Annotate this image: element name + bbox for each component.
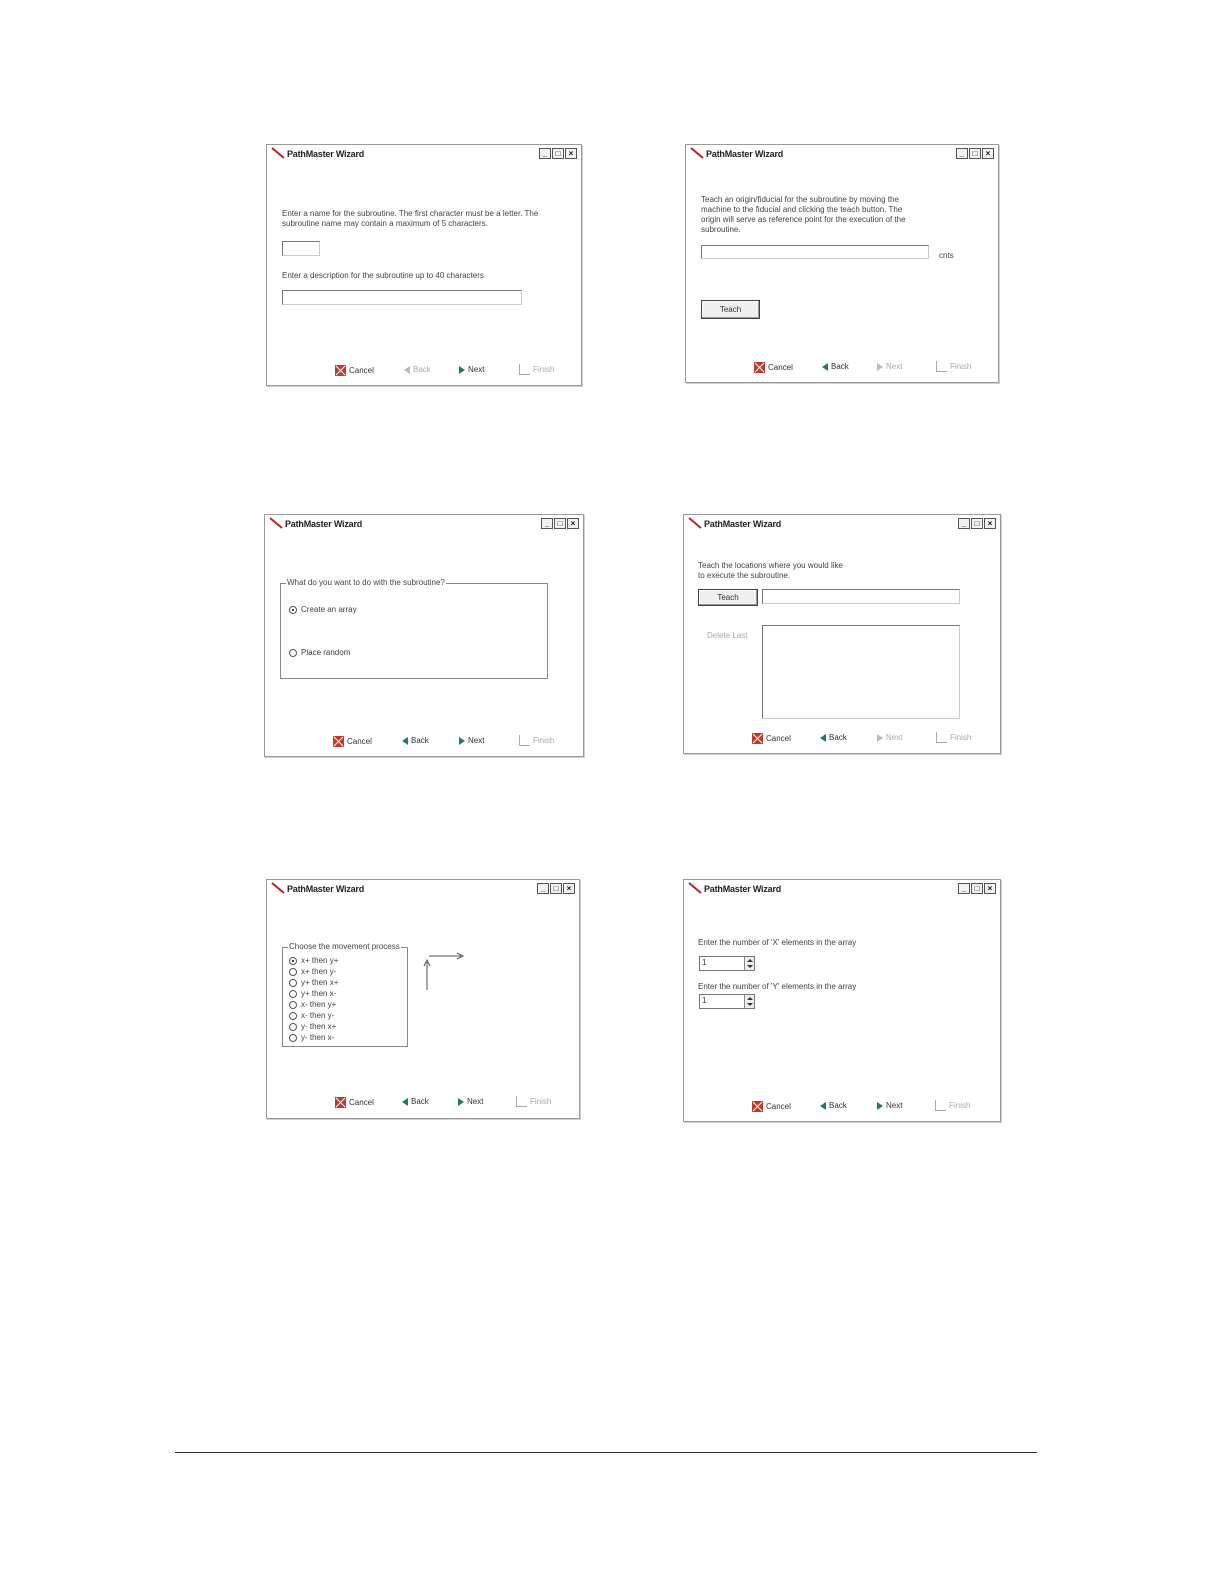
pen-icon	[271, 147, 285, 159]
back-label: Back	[411, 1097, 429, 1106]
finish-label: Finish	[950, 733, 972, 742]
cancel-label: Cancel	[768, 363, 793, 372]
window-title: PathMaster Wizard	[704, 884, 782, 894]
back-arrow-icon	[402, 737, 408, 745]
close-button[interactable]: ×	[984, 518, 996, 529]
next-arrow-icon	[459, 366, 465, 374]
movement-radio[interactable]	[289, 957, 297, 965]
create-array-label[interactable]: Create an array	[301, 605, 357, 614]
next-button[interactable]	[877, 733, 902, 742]
finish-button[interactable]	[936, 361, 971, 372]
finish-icon	[935, 1100, 946, 1111]
minimize-button[interactable]: _	[958, 518, 970, 529]
next-button[interactable]	[459, 736, 484, 745]
close-button[interactable]: ×	[984, 883, 996, 894]
minimize-button[interactable]: _	[958, 883, 970, 894]
next-arrow-icon	[877, 734, 883, 742]
next-button[interactable]	[877, 362, 902, 371]
close-button[interactable]: ×	[567, 518, 579, 529]
movement-process-group	[282, 942, 408, 1047]
movement-option-label[interactable]: x+ then y+	[301, 956, 339, 965]
back-label: Back	[831, 362, 849, 371]
window-title: PathMaster Wizard	[704, 519, 782, 529]
movement-radio[interactable]	[289, 1023, 297, 1031]
next-label: Next	[467, 1097, 484, 1106]
close-button[interactable]: ×	[982, 148, 994, 159]
minimize-button[interactable]: _	[541, 518, 553, 529]
spin-arrows-icon[interactable]	[744, 995, 754, 1008]
description-input[interactable]	[282, 290, 522, 305]
back-button[interactable]	[402, 1097, 429, 1106]
back-label: Back	[829, 1101, 847, 1110]
movement-option-label[interactable]: x- then y+	[301, 1000, 337, 1009]
title-bar[interactable]	[684, 880, 1000, 898]
pen-icon	[688, 517, 702, 529]
cancel-icon	[752, 1101, 763, 1112]
back-label: Back	[829, 733, 847, 742]
cancel-label: Cancel	[347, 737, 372, 746]
next-arrow-icon	[458, 1098, 464, 1106]
locations-instruction: Teach the locations where you would like to execute the subroutine.	[698, 561, 843, 580]
teach-button[interactable]: Teach	[701, 300, 760, 319]
subroutine-name-input[interactable]	[282, 241, 320, 256]
cancel-icon	[335, 1097, 346, 1108]
spin-arrows-icon[interactable]	[744, 957, 754, 970]
delete-last-button[interactable]: Delete Last	[707, 631, 748, 640]
y-elements-label: Enter the number of 'Y' elements in the array	[698, 982, 857, 991]
next-label: Next	[468, 365, 485, 374]
movement-option-label[interactable]: y- then x-	[301, 1033, 335, 1042]
finish-label: Finish	[949, 1101, 971, 1110]
window-title: PathMaster Wizard	[287, 884, 365, 894]
next-button[interactable]	[877, 1101, 902, 1110]
x-elements-label: Enter the number of 'X' elements in the array	[698, 938, 857, 947]
finish-label: Finish	[533, 365, 555, 374]
group-label: Choose the movement process	[289, 942, 400, 951]
next-button[interactable]	[458, 1097, 483, 1106]
window-title: PathMaster Wizard	[287, 149, 365, 159]
movement-option-label[interactable]: x+ then y-	[301, 967, 337, 976]
movement-radio[interactable]	[289, 968, 297, 976]
y-elements-stepper[interactable]	[699, 994, 755, 1009]
locations-list[interactable]	[762, 625, 960, 719]
x-elements-value: 1	[702, 958, 707, 967]
teach-button[interactable]: Teach	[698, 589, 758, 606]
title-bar[interactable]	[265, 515, 583, 533]
x-elements-stepper[interactable]	[699, 956, 755, 971]
movement-radio[interactable]	[289, 1012, 297, 1020]
window-title: PathMaster Wizard	[706, 149, 784, 159]
wizard-window-name	[266, 144, 582, 386]
window-title: PathMaster Wizard	[285, 519, 363, 529]
place-random-label[interactable]: Place random	[301, 648, 351, 657]
back-button[interactable]	[820, 733, 847, 742]
cancel-icon	[752, 733, 763, 744]
next-label: Next	[886, 733, 903, 742]
movement-option-label[interactable]: y+ then x-	[301, 989, 337, 998]
maximize-button[interactable]: □	[971, 518, 983, 529]
wizard-window-mode	[264, 514, 584, 757]
maximize-button[interactable]: □	[971, 883, 983, 894]
finish-button[interactable]	[519, 735, 554, 746]
location-field[interactable]	[762, 589, 960, 604]
movement-option-label[interactable]: x- then y-	[301, 1011, 335, 1020]
cancel-button[interactable]	[333, 736, 372, 747]
pen-icon	[690, 147, 704, 159]
maximize-button[interactable]: □	[552, 148, 564, 159]
back-arrow-icon	[402, 1098, 408, 1106]
finish-icon	[516, 1096, 527, 1107]
back-label: Back	[413, 365, 431, 374]
back-arrow-icon	[822, 363, 828, 371]
title-bar[interactable]	[267, 145, 581, 163]
wizard-window-array-size	[683, 879, 1001, 1122]
cancel-icon	[754, 362, 765, 373]
units-label: cnts	[939, 251, 954, 260]
create-array-radio[interactable]	[289, 606, 297, 614]
movement-radio[interactable]	[289, 979, 297, 987]
next-label: Next	[886, 362, 903, 371]
finish-button[interactable]	[516, 1096, 551, 1107]
next-arrow-icon	[877, 363, 883, 371]
cancel-button[interactable]	[335, 365, 374, 376]
finish-button[interactable]	[936, 732, 971, 743]
origin-coordinates-field[interactable]	[701, 245, 929, 259]
back-arrow-icon	[820, 734, 826, 742]
description-label: Enter a description for the subroutine up to 40 characters	[282, 271, 484, 280]
wizard-window-locations	[683, 514, 1001, 754]
movement-option-label[interactable]: y+ then x+	[301, 978, 339, 987]
wizard-window-origin	[685, 144, 999, 383]
name-instruction: Enter a name for the subroutine. The first character must be a letter. The subroutine name may contain a maximum of 5 characters.	[282, 209, 539, 228]
minimize-button[interactable]: _	[537, 883, 549, 894]
back-arrow-icon	[820, 1102, 826, 1110]
finish-icon	[936, 361, 947, 372]
movement-radio[interactable]	[289, 990, 297, 998]
back-button[interactable]	[822, 362, 849, 371]
group-label: What do you want to do with the subroutine?	[287, 578, 445, 587]
next-label: Next	[468, 736, 485, 745]
footer-rule	[175, 1452, 1037, 1453]
maximize-button[interactable]: □	[550, 883, 562, 894]
next-label: Next	[886, 1101, 903, 1110]
place-random-radio[interactable]	[289, 649, 297, 657]
cancel-icon	[333, 736, 344, 747]
next-arrow-icon	[459, 737, 465, 745]
pen-icon	[269, 517, 283, 529]
finish-button[interactable]	[935, 1100, 970, 1111]
back-button[interactable]	[820, 1101, 847, 1110]
subroutine-mode-group	[280, 578, 548, 679]
back-label: Back	[411, 736, 429, 745]
next-arrow-icon	[877, 1102, 883, 1110]
back-button[interactable]	[402, 736, 429, 745]
next-button[interactable]	[459, 365, 484, 374]
movement-option-label[interactable]: y- then x+	[301, 1022, 337, 1031]
wizard-window-movement	[266, 879, 580, 1119]
back-arrow-icon	[404, 366, 410, 374]
finish-icon	[519, 735, 530, 746]
movement-radio[interactable]	[289, 1034, 297, 1042]
finish-label: Finish	[530, 1097, 552, 1106]
finish-icon	[519, 364, 530, 375]
cancel-label: Cancel	[766, 734, 791, 743]
movement-radio[interactable]	[289, 1001, 297, 1009]
close-button[interactable]: ×	[565, 148, 577, 159]
minimize-button[interactable]: _	[956, 148, 968, 159]
cancel-button[interactable]	[335, 1097, 374, 1108]
cancel-button[interactable]	[752, 1101, 791, 1112]
origin-instruction: Teach an origin/fiducial for the subroutine by moving the machine to the fiducial and clicking the teach button. The origin will serve as reference point for the execution of the subroutine.	[701, 195, 906, 234]
pen-icon	[688, 882, 702, 894]
title-bar[interactable]	[686, 145, 998, 163]
finish-label: Finish	[950, 362, 972, 371]
minimize-button[interactable]: _	[539, 148, 551, 159]
cancel-icon	[335, 365, 346, 376]
cancel-button[interactable]	[754, 362, 793, 373]
back-button[interactable]	[404, 365, 431, 374]
finish-label: Finish	[533, 736, 555, 745]
y-elements-value: 1	[702, 996, 707, 1005]
maximize-button[interactable]: □	[969, 148, 981, 159]
cancel-label: Cancel	[766, 1102, 791, 1111]
title-bar[interactable]	[684, 515, 1000, 533]
movement-direction-diagram	[419, 948, 469, 993]
maximize-button[interactable]: □	[554, 518, 566, 529]
finish-button[interactable]	[519, 364, 554, 375]
cancel-label: Cancel	[349, 366, 374, 375]
cancel-label: Cancel	[349, 1098, 374, 1107]
pen-icon	[271, 882, 285, 894]
title-bar[interactable]	[267, 880, 579, 898]
cancel-button[interactable]	[752, 733, 791, 744]
close-button[interactable]: ×	[563, 883, 575, 894]
finish-icon	[936, 732, 947, 743]
